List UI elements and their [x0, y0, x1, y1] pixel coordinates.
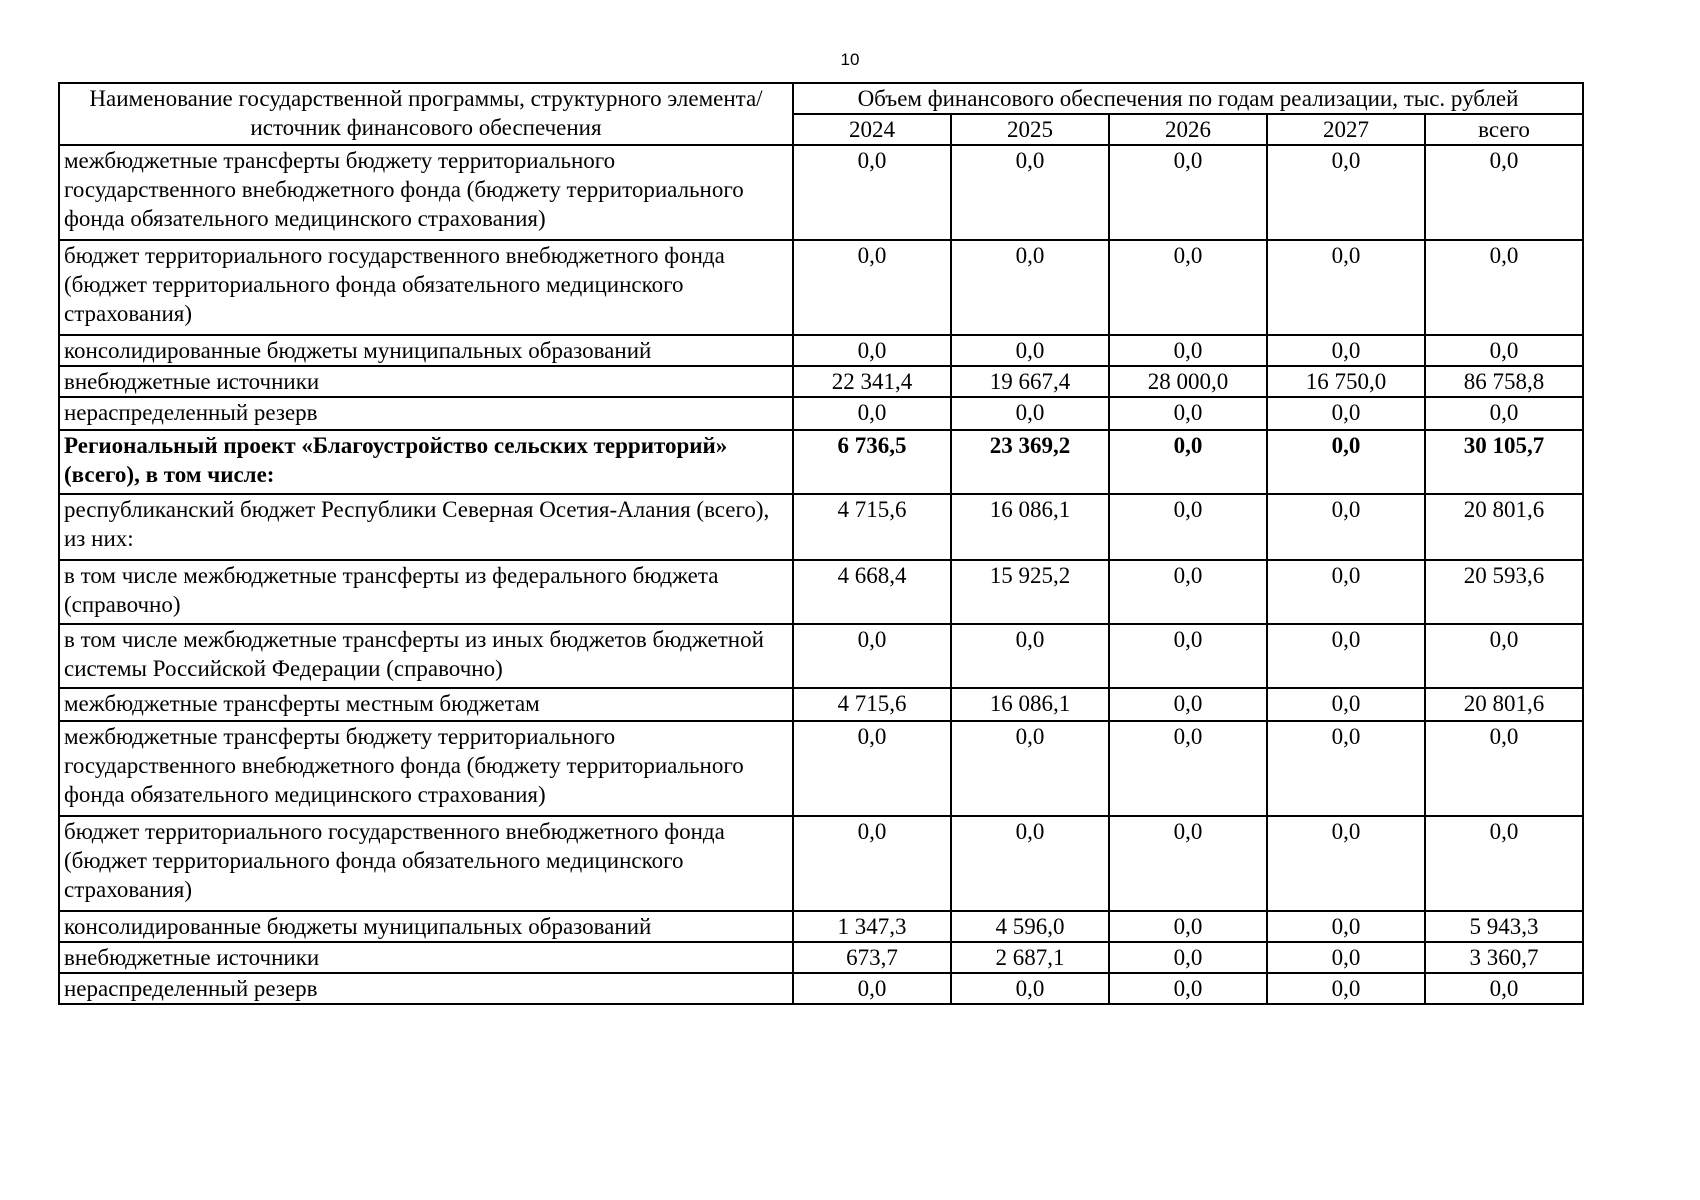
row-value: 16 086,1	[951, 688, 1109, 721]
row-value: 28 000,0	[1109, 366, 1267, 397]
row-value: 0,0	[1109, 816, 1267, 911]
header-name-column: Наименование государственной программы, структурного элемента/источник финансового обеспечения	[59, 83, 793, 145]
row-value: 6 736,5	[793, 430, 951, 494]
row-value: 2 687,1	[951, 942, 1109, 973]
row-value: 0,0	[1109, 721, 1267, 816]
row-value: 0,0	[793, 145, 951, 240]
row-value: 0,0	[951, 335, 1109, 366]
row-value: 16 086,1	[951, 494, 1109, 560]
row-value: 0,0	[793, 973, 951, 1004]
row-value: 0,0	[1109, 973, 1267, 1004]
row-value: 0,0	[951, 973, 1109, 1004]
row-value: 0,0	[1109, 335, 1267, 366]
row-value: 4 668,4	[793, 560, 951, 624]
row-value: 0,0	[793, 397, 951, 430]
table-row	[59, 366, 1583, 397]
header-year: 2026	[1109, 114, 1267, 145]
row-value: 0,0	[1425, 973, 1583, 1004]
row-label: внебюджетные источники	[59, 942, 793, 973]
row-value: 30 105,7	[1425, 430, 1583, 494]
table-row	[59, 942, 1583, 973]
row-value: 20 801,6	[1425, 688, 1583, 721]
row-value: 0,0	[951, 624, 1109, 688]
row-value: 0,0	[1425, 240, 1583, 335]
row-label: консолидированные бюджеты муниципальных образований	[59, 911, 793, 942]
row-value: 0,0	[1267, 430, 1425, 494]
row-value: 15 925,2	[951, 560, 1109, 624]
page-number: 10	[840, 50, 860, 69]
table-row	[59, 624, 1583, 688]
row-value: 0,0	[1267, 240, 1425, 335]
table-row	[59, 560, 1583, 624]
row-value: 0,0	[793, 816, 951, 911]
row-value: 1 347,3	[793, 911, 951, 942]
row-value: 0,0	[1267, 335, 1425, 366]
row-value: 0,0	[951, 721, 1109, 816]
section-label: Региональный проект «Благоустройство сельских территорий» (всего), в том числе:	[59, 430, 793, 494]
row-value: 0,0	[1425, 145, 1583, 240]
row-value: 0,0	[1425, 335, 1583, 366]
header-year: 2027	[1267, 114, 1425, 145]
row-value: 0,0	[1267, 145, 1425, 240]
row-label: нераспределенный резерв	[59, 973, 793, 1004]
row-value: 0,0	[1109, 688, 1267, 721]
row-value: 0,0	[1267, 688, 1425, 721]
row-value: 0,0	[793, 624, 951, 688]
row-value: 673,7	[793, 942, 951, 973]
row-value: 0,0	[1267, 721, 1425, 816]
row-value: 3 360,7	[1425, 942, 1583, 973]
row-value: 0,0	[1425, 816, 1583, 911]
row-value: 20 593,6	[1425, 560, 1583, 624]
header-volume-column: Объем финансового обеспечения по годам реализации, тыс. рублей	[793, 83, 1583, 114]
row-value: 0,0	[1109, 560, 1267, 624]
row-value: 16 750,0	[1267, 366, 1425, 397]
row-label: бюджет территориального государственного внебюджетного фонда (бюджет территориального фонда обязательного медицинского страхования)	[59, 816, 793, 911]
row-label: внебюджетные источники	[59, 366, 793, 397]
row-value: 0,0	[951, 240, 1109, 335]
table-row	[59, 494, 1583, 560]
row-value: 0,0	[1267, 816, 1425, 911]
financing-table	[58, 82, 1584, 1005]
row-value: 0,0	[1109, 397, 1267, 430]
table-row	[59, 816, 1583, 911]
header-total: всего	[1425, 114, 1583, 145]
row-value: 20 801,6	[1425, 494, 1583, 560]
row-value: 4 596,0	[951, 911, 1109, 942]
row-value: 0,0	[1267, 397, 1425, 430]
row-value: 0,0	[951, 816, 1109, 911]
row-value: 0,0	[793, 721, 951, 816]
table-row	[59, 397, 1583, 430]
row-value: 5 943,3	[1425, 911, 1583, 942]
header-year: 2025	[951, 114, 1109, 145]
table-row	[59, 688, 1583, 721]
row-value: 0,0	[1109, 942, 1267, 973]
row-value: 86 758,8	[1425, 366, 1583, 397]
table-row	[59, 973, 1583, 1004]
row-value: 0,0	[793, 240, 951, 335]
row-label: межбюджетные трансферты местным бюджетам	[59, 688, 793, 721]
row-value: 22 341,4	[793, 366, 951, 397]
row-value: 0,0	[793, 335, 951, 366]
row-label: в том числе межбюджетные трансферты из иных бюджетов бюджетной системы Российской Федерации (справочно)	[59, 624, 793, 688]
row-value: 4 715,6	[793, 494, 951, 560]
table-row	[59, 145, 1583, 240]
row-value: 0,0	[1267, 911, 1425, 942]
row-value: 0,0	[1109, 624, 1267, 688]
row-value: 0,0	[1109, 145, 1267, 240]
row-value: 19 667,4	[951, 366, 1109, 397]
row-label: межбюджетные трансферты бюджету территориального государственного внебюджетного фонда (бюджету территориального фонда обязательного медицинского страхования)	[59, 145, 793, 240]
table-row-section	[59, 430, 1583, 494]
table-row	[59, 911, 1583, 942]
row-value: 0,0	[1267, 624, 1425, 688]
row-label: в том числе межбюджетные трансферты из федерального бюджета (справочно)	[59, 560, 793, 624]
row-value: 0,0	[1109, 911, 1267, 942]
row-label: нераспределенный резерв	[59, 397, 793, 430]
row-value: 0,0	[1109, 240, 1267, 335]
row-value: 0,0	[951, 397, 1109, 430]
table-row	[59, 335, 1583, 366]
row-value: 0,0	[1425, 397, 1583, 430]
row-value: 0,0	[1267, 973, 1425, 1004]
row-value: 0,0	[1109, 494, 1267, 560]
header-year: 2024	[793, 114, 951, 145]
row-value: 0,0	[1267, 494, 1425, 560]
row-label: межбюджетные трансферты бюджету территориального государственного внебюджетного фонда (бюджету территориального фонда обязательного медицинского страхования)	[59, 721, 793, 816]
row-label: консолидированные бюджеты муниципальных образований	[59, 335, 793, 366]
row-value: 0,0	[1425, 721, 1583, 816]
row-value: 0,0	[1267, 560, 1425, 624]
row-value: 0,0	[951, 145, 1109, 240]
table-row	[59, 240, 1583, 335]
row-value: 0,0	[1109, 430, 1267, 494]
row-label: республиканский бюджет Республики Северная Осетия-Алания (всего), из них:	[59, 494, 793, 560]
row-value: 4 715,6	[793, 688, 951, 721]
row-label: бюджет территориального государственного внебюджетного фонда (бюджет территориального фонда обязательного медицинского страхования)	[59, 240, 793, 335]
row-value: 23 369,2	[951, 430, 1109, 494]
row-value: 0,0	[1267, 942, 1425, 973]
table-row	[59, 721, 1583, 816]
row-value: 0,0	[1425, 624, 1583, 688]
